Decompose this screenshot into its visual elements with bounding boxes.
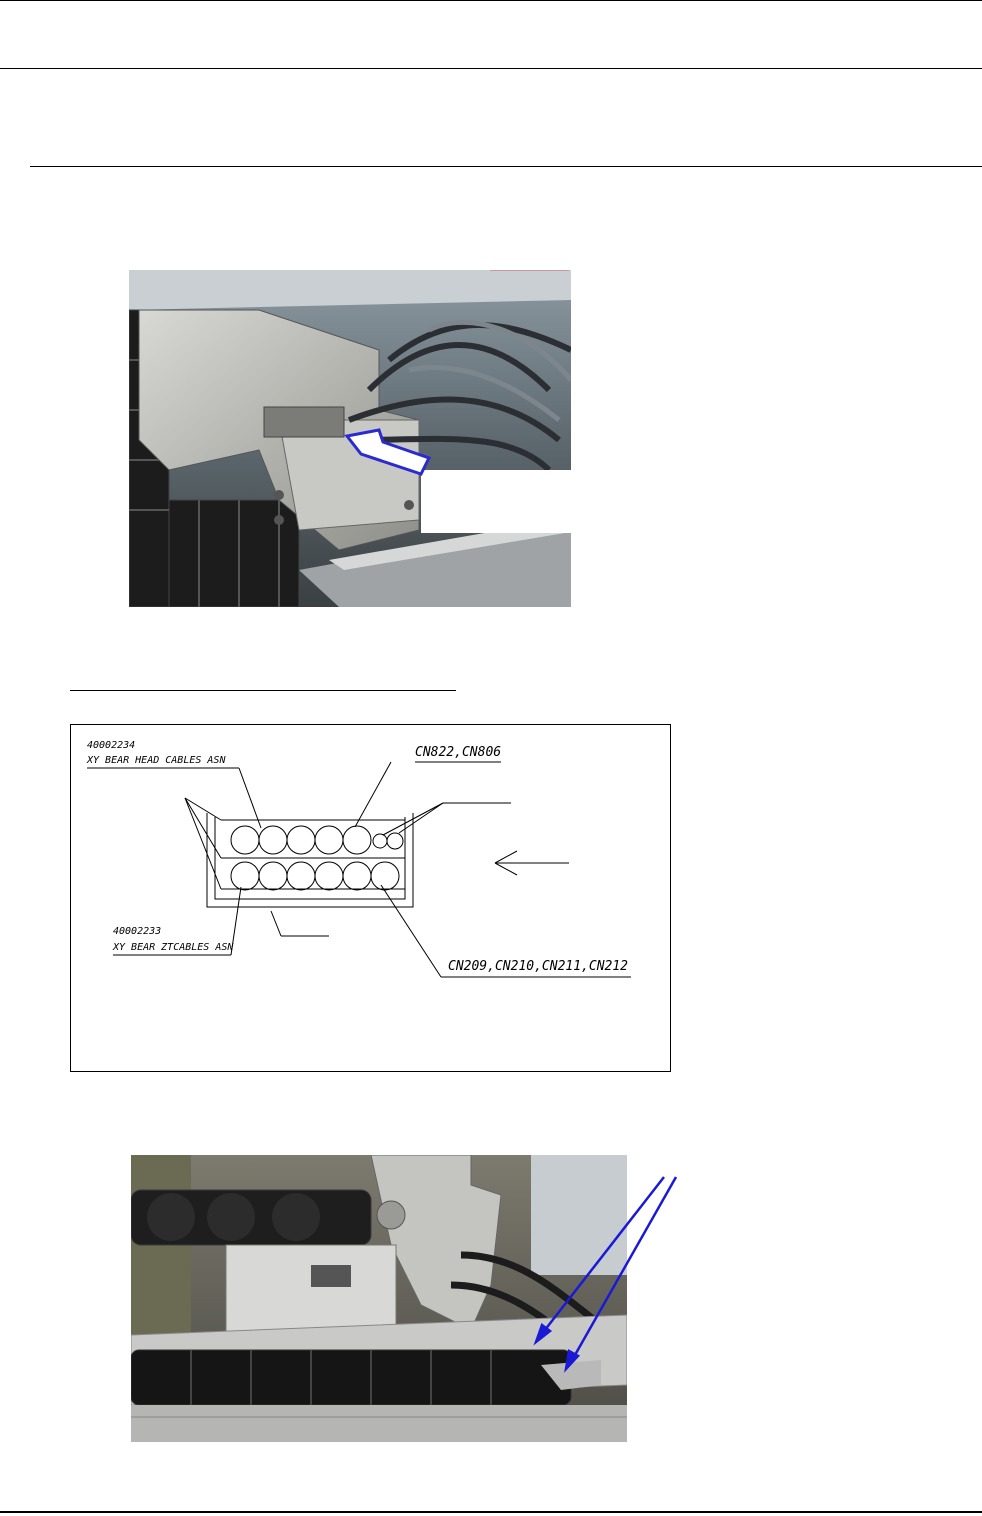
footer-rule <box>0 1511 982 1513</box>
header-rule-middle <box>0 68 982 69</box>
photo-top-red-mark <box>490 270 569 271</box>
part-top-number: 40002234 <box>87 740 136 751</box>
cable-layout-diagram <box>70 724 671 1072</box>
part-bottom-name: XY BEAR ZTCABLES ASN <box>113 942 234 953</box>
header-rule-top <box>0 0 982 1</box>
caption-underline <box>70 690 456 691</box>
photo-cable-chain <box>131 1155 627 1442</box>
left-arrow-icon <box>495 851 569 875</box>
part-bottom-number: 40002233 <box>113 926 162 937</box>
connectors-top-label: CN822,CN806 <box>415 745 502 760</box>
part-top-name: XY BEAR HEAD CABLES ASN <box>87 755 226 766</box>
photo-head-cable-duct <box>129 270 571 607</box>
section-rule <box>30 166 982 167</box>
connectors-bottom-label: CN209,CN210,CN211,CN212 <box>448 959 629 974</box>
